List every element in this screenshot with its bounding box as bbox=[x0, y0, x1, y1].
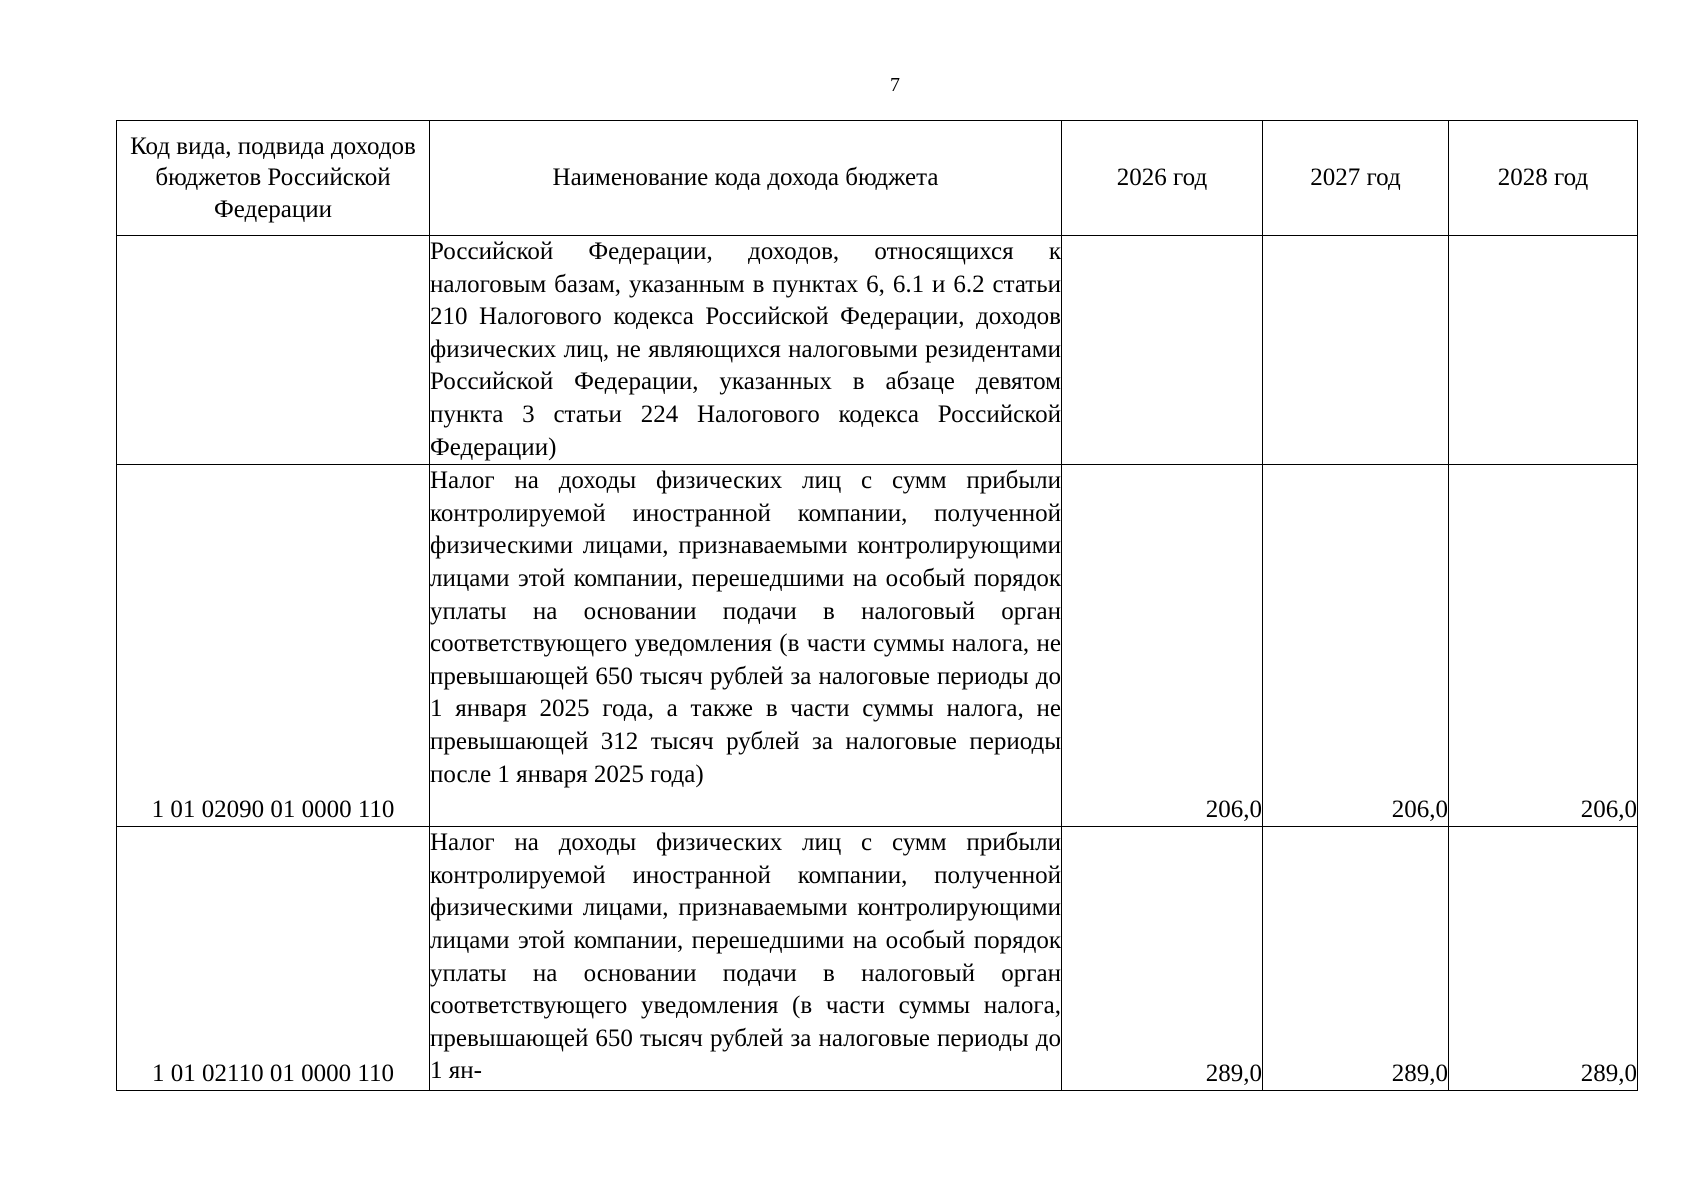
row-value-2027: 206,0 bbox=[1263, 465, 1449, 827]
row-code: 1 01 02090 01 0000 110 bbox=[117, 465, 430, 827]
table-header-row bbox=[117, 121, 1638, 236]
table-row bbox=[117, 465, 1638, 827]
page-number: 7 bbox=[890, 74, 900, 96]
row-value-2026: 289,0 bbox=[1062, 827, 1263, 1091]
row-value-2027 bbox=[1263, 236, 1449, 465]
row-value-2028: 206,0 bbox=[1449, 465, 1638, 827]
row-value-2028 bbox=[1449, 236, 1638, 465]
header-code: Код вида, подвида доходов бюджетов Российской Федерации bbox=[117, 121, 430, 236]
row-value-2026: 206,0 bbox=[1062, 465, 1263, 827]
header-2026: 2026 год bbox=[1062, 121, 1263, 236]
row-name: Российской Федерации, доходов, относящихся к налоговым базам, указанным в пунктах 6, 6.1 и 6.2 статьи 210 Налогового кодекса Российской Федерации, доходов физических лиц, не являющихся налоговыми резидентами Российской Федерации, указанных в абзаце девятом пункта 3 статьи 224 Налогового кодекса Российской Федерации) bbox=[430, 236, 1062, 465]
header-name: Наименование кода дохода бюджета bbox=[430, 121, 1062, 236]
row-name: Налог на доходы физических лиц с сумм прибыли контролируемой иностранной компании, полученной физическими лицами, признаваемыми контролирующими лицами этой компании, перешедшими на особый порядок уплаты на основании подачи в налоговый орган соответствующего уведомления (в части суммы налога, не превышающей 650 тысяч рублей за налоговые периоды до 1 января 2025 года, а также в части суммы налога, не превышающей 312 тысяч рублей за налоговые периоды после 1 января 2025 года) bbox=[430, 465, 1062, 827]
row-value-2027: 289,0 bbox=[1263, 827, 1449, 1091]
header-2027: 2027 год bbox=[1263, 121, 1449, 236]
budget-revenue-table bbox=[116, 120, 1638, 1091]
header-2028: 2028 год bbox=[1449, 121, 1638, 236]
row-value-2026 bbox=[1062, 236, 1263, 465]
table-row bbox=[117, 236, 1638, 465]
row-code bbox=[117, 236, 430, 465]
row-name: Налог на доходы физических лиц с сумм прибыли контролируемой иностранной компании, полученной физическими лицами, признаваемыми контролирующими лицами этой компании, перешедшими на особый порядок уплаты на основании подачи в налоговый орган соответствующего уведомления (в части суммы налога, превышающей 650 тысяч рублей за налоговые периоды до 1 ян- bbox=[430, 827, 1062, 1091]
table-row bbox=[117, 827, 1638, 1091]
row-code: 1 01 02110 01 0000 110 bbox=[117, 827, 430, 1091]
row-value-2028: 289,0 bbox=[1449, 827, 1638, 1091]
